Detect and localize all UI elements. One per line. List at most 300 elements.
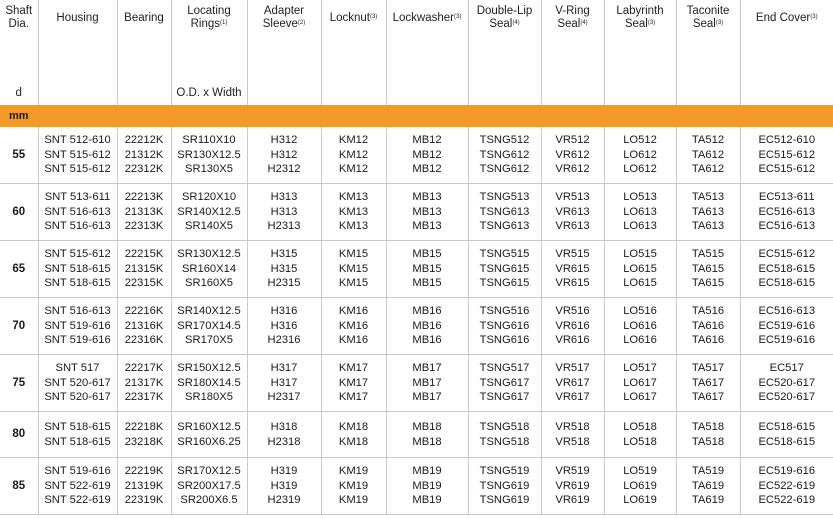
cell-value: SR200X17.5 xyxy=(177,479,241,492)
cell-locating xyxy=(171,458,247,515)
cell-housing xyxy=(38,355,117,412)
col-header-lockwasher: Lockwasher$^{(3)}$ xyxy=(386,0,468,105)
cell-value: EC518-615 xyxy=(758,277,816,290)
cell-value: KM17 xyxy=(338,376,369,389)
cell-value: TA513 xyxy=(691,191,725,204)
cell-doublelip xyxy=(468,412,541,458)
cell-value: TA515 xyxy=(691,248,725,261)
cell-value: KM13 xyxy=(338,220,369,233)
cell-value: EC512-610 xyxy=(758,134,816,147)
cell-vring xyxy=(541,127,604,184)
cell-value: SR160X5 xyxy=(185,277,233,290)
cell-value: TSNG512 xyxy=(479,134,530,147)
cell-lockwasher xyxy=(386,298,468,355)
cell-value: VR616 xyxy=(555,319,590,332)
cell-bearing xyxy=(117,184,171,241)
cell-value: LO617 xyxy=(623,391,657,404)
cell-shaft-dia: 55 xyxy=(0,127,38,184)
cell-value: TA518 xyxy=(691,435,725,448)
cell-value: EC515-612 xyxy=(758,248,816,261)
cell-taconite xyxy=(676,412,740,458)
cell-value: 22212K xyxy=(124,134,164,147)
cell-value: 21319K xyxy=(124,479,164,492)
cell-value: 23218K xyxy=(124,435,164,448)
cell-value: TA617 xyxy=(691,391,725,404)
cell-value: TA613 xyxy=(691,220,725,233)
cell-adapter xyxy=(247,355,321,412)
cell-value: TSNG518 xyxy=(479,421,530,434)
cell-housing xyxy=(38,458,117,515)
cell-value: SNT 520-617 xyxy=(44,391,111,404)
cell-vring xyxy=(541,298,604,355)
cell-value: EC516-613 xyxy=(758,305,816,318)
cell-housing xyxy=(38,127,117,184)
cell-labyrinth xyxy=(604,241,676,298)
cell-value: H2319 xyxy=(267,494,301,507)
cell-value: LO513 xyxy=(623,191,657,204)
cell-labyrinth xyxy=(604,298,676,355)
cell-value: TSNG517 xyxy=(479,362,530,375)
cell-value: KM19 xyxy=(338,465,369,478)
cell-shaft-dia: 60 xyxy=(0,184,38,241)
cell-value: 21312K xyxy=(124,148,164,161)
cell-value: MB17 xyxy=(412,376,442,389)
cell-value: VR515 xyxy=(555,248,590,261)
cell-value: MB15 xyxy=(412,262,442,275)
cell-value: KM13 xyxy=(338,205,369,218)
cell-value: LO615 xyxy=(623,262,657,275)
cell-value: TSNG516 xyxy=(479,305,530,318)
cell-value: H2313 xyxy=(267,220,301,233)
table-row xyxy=(0,412,833,458)
cell-value: MB13 xyxy=(412,205,442,218)
cell-value: H317 xyxy=(270,362,298,375)
cell-bearing xyxy=(117,298,171,355)
cell-locating xyxy=(171,127,247,184)
cell-value: VR518 xyxy=(555,435,590,448)
col-subheader-locating: O.D. x Width xyxy=(176,87,242,99)
cell-value: SNT 518-615 xyxy=(44,435,111,448)
cell-doublelip xyxy=(468,184,541,241)
cell-value: H313 xyxy=(270,205,298,218)
cell-adapter xyxy=(247,184,321,241)
cell-taconite xyxy=(676,127,740,184)
cell-endcover xyxy=(740,184,833,241)
cell-lockwasher xyxy=(386,127,468,184)
cell-value: EC518-615 xyxy=(758,435,816,448)
cell-value: H318 xyxy=(270,421,298,434)
cell-shaft-dia: 80 xyxy=(0,412,38,458)
cell-value: LO518 xyxy=(623,421,657,434)
cell-value: VR617 xyxy=(555,391,590,404)
cell-value: 21317K xyxy=(124,376,164,389)
cell-value: SNT 520-617 xyxy=(44,376,111,389)
cell-value: KM16 xyxy=(338,319,369,332)
cell-value: TA613 xyxy=(691,205,725,218)
cell-value: VR615 xyxy=(555,262,590,275)
cell-value: SR170X12.5 xyxy=(177,465,241,478)
cell-value: KM13 xyxy=(338,191,369,204)
cell-endcover xyxy=(740,241,833,298)
cell-value: LO612 xyxy=(623,163,657,176)
cell-value: SNT 516-613 xyxy=(44,220,111,233)
cell-value: KM17 xyxy=(338,362,369,375)
cell-value: H2317 xyxy=(267,391,301,404)
cell-value: LO615 xyxy=(623,277,657,290)
cell-value: MB12 xyxy=(412,163,442,176)
col-header-locating-rings: Locating Rings$^{(1)}$ O.D. x Width xyxy=(171,0,247,105)
cell-value: SNT 515-612 xyxy=(44,163,111,176)
cell-value: TSNG617 xyxy=(479,391,530,404)
cell-value: VR512 xyxy=(555,134,590,147)
cell-value: 22213K xyxy=(124,191,164,204)
cell-shaft-dia: 70 xyxy=(0,298,38,355)
cell-vring xyxy=(541,458,604,515)
cell-value: VR619 xyxy=(555,494,590,507)
cell-value: KM16 xyxy=(338,334,369,347)
cell-taconite xyxy=(676,241,740,298)
cell-value: SNT 515-612 xyxy=(44,248,111,261)
cell-bearing xyxy=(117,355,171,412)
cell-value: 22317K xyxy=(124,391,164,404)
cell-value: TA512 xyxy=(691,134,725,147)
cell-value: H2318 xyxy=(267,435,301,448)
cell-shaft-dia: 75 xyxy=(0,355,38,412)
cell-value: TSNG615 xyxy=(479,277,530,290)
cell-value: VR612 xyxy=(555,163,590,176)
cell-value: SR140X12.5 xyxy=(177,305,241,318)
table-row xyxy=(0,127,833,184)
cell-value: EC520-617 xyxy=(758,376,816,389)
cell-value: EC517 xyxy=(769,362,804,375)
cell-locknut xyxy=(321,412,386,458)
cell-locknut xyxy=(321,298,386,355)
cell-value: LO519 xyxy=(623,465,657,478)
table-row xyxy=(0,241,833,298)
cell-value: EC519-616 xyxy=(758,465,816,478)
cell-value: SNT 522-619 xyxy=(44,479,111,492)
cell-value: VR516 xyxy=(555,305,590,318)
cell-adapter xyxy=(247,458,321,515)
cell-locating xyxy=(171,355,247,412)
cell-value: MB16 xyxy=(412,319,442,332)
cell-value: H312 xyxy=(270,148,298,161)
cell-value: LO515 xyxy=(623,248,657,261)
cell-labyrinth xyxy=(604,184,676,241)
cell-value: H313 xyxy=(270,191,298,204)
cell-adapter xyxy=(247,298,321,355)
cell-value: TSNG617 xyxy=(479,376,530,389)
cell-bearing xyxy=(117,127,171,184)
cell-value: H2315 xyxy=(267,277,301,290)
cell-value: LO613 xyxy=(623,205,657,218)
cell-endcover xyxy=(740,298,833,355)
cell-value: 22319K xyxy=(124,494,164,507)
cell-housing xyxy=(38,184,117,241)
cell-bearing xyxy=(117,241,171,298)
cell-locating xyxy=(171,412,247,458)
cell-value: TSNG513 xyxy=(479,191,530,204)
cell-value: TSNG619 xyxy=(479,479,530,492)
cell-value: MB13 xyxy=(412,220,442,233)
cell-value: TSNG515 xyxy=(479,248,530,261)
table-body xyxy=(0,127,833,515)
cell-vring xyxy=(541,355,604,412)
cell-shaft-dia: 85 xyxy=(0,458,38,515)
cell-value: 22312K xyxy=(124,163,164,176)
cell-endcover xyxy=(740,355,833,412)
cell-value: 22215K xyxy=(124,248,164,261)
cell-value: SNT 516-613 xyxy=(44,205,111,218)
cell-vring xyxy=(541,241,604,298)
cell-labyrinth xyxy=(604,458,676,515)
cell-value: H315 xyxy=(270,248,298,261)
cell-locating xyxy=(171,298,247,355)
cell-locknut xyxy=(321,127,386,184)
cell-value: SR170X5 xyxy=(185,334,233,347)
cell-value: 21313K xyxy=(124,205,164,218)
cell-value: MB17 xyxy=(412,362,442,375)
cell-value: MB12 xyxy=(412,134,442,147)
cell-value: MB16 xyxy=(412,334,442,347)
cell-lockwasher xyxy=(386,412,468,458)
cell-value: SR160X14 xyxy=(181,262,237,275)
cell-value: EC518-615 xyxy=(758,262,816,275)
cell-taconite xyxy=(676,355,740,412)
col-header-taconite-seal: Taconite Seal$^{(3)}$ xyxy=(676,0,740,105)
cell-value: MB19 xyxy=(412,465,442,478)
cell-labyrinth xyxy=(604,127,676,184)
cell-value: SR180X5 xyxy=(185,391,233,404)
cell-bearing xyxy=(117,458,171,515)
cell-value: VR615 xyxy=(555,277,590,290)
cell-value: H2316 xyxy=(267,334,301,347)
col-header-housing: Housing xyxy=(38,0,117,105)
cell-labyrinth xyxy=(604,355,676,412)
cell-value: VR518 xyxy=(555,421,590,434)
cell-value: KM15 xyxy=(338,277,369,290)
cell-locknut xyxy=(321,184,386,241)
cell-value: EC519-616 xyxy=(758,334,816,347)
cell-housing xyxy=(38,298,117,355)
cell-value: H319 xyxy=(270,465,298,478)
cell-value: 22315K xyxy=(124,277,164,290)
cell-value: LO616 xyxy=(623,334,657,347)
cell-value: TA616 xyxy=(691,334,725,347)
cell-value: SR140X12.5 xyxy=(177,205,241,218)
cell-taconite xyxy=(676,298,740,355)
cell-value: H312 xyxy=(270,134,298,147)
cell-value: VR517 xyxy=(555,362,590,375)
cell-value: VR612 xyxy=(555,148,590,161)
cell-value: TA619 xyxy=(691,494,725,507)
cell-value: MB15 xyxy=(412,277,442,290)
col-header-double-lip-seal: Double-Lip Seal$^{(4)}$ xyxy=(468,0,541,105)
col-header-adapter-sleeve: Adapter Sleeve$^{(2)}$ xyxy=(247,0,321,105)
cell-value: KM15 xyxy=(338,262,369,275)
cell-lockwasher xyxy=(386,184,468,241)
cell-shaft-dia: 65 xyxy=(0,241,38,298)
cell-locknut xyxy=(321,241,386,298)
cell-value: TA518 xyxy=(691,421,725,434)
cell-value: LO516 xyxy=(623,305,657,318)
cell-value: SNT 516-613 xyxy=(44,305,111,318)
cell-value: TSNG619 xyxy=(479,494,530,507)
cell-locating xyxy=(171,241,247,298)
cell-value: KM18 xyxy=(338,421,369,434)
cell-lockwasher xyxy=(386,241,468,298)
cell-value: TSNG519 xyxy=(479,465,530,478)
cell-vring xyxy=(541,184,604,241)
cell-value: 22216K xyxy=(124,305,164,318)
cell-value: TA516 xyxy=(691,305,725,318)
cell-value: TSNG615 xyxy=(479,262,530,275)
cell-value: SNT 513-611 xyxy=(44,191,111,204)
cell-value: KM19 xyxy=(338,494,369,507)
col-header-locknut: Locknut$^{(3)}$ xyxy=(321,0,386,105)
cell-value: VR519 xyxy=(555,465,590,478)
cell-value: SR110X10 xyxy=(182,134,236,147)
cell-value: EC520-617 xyxy=(758,391,816,404)
cell-value: TA616 xyxy=(691,319,725,332)
col-header-v-ring-seal: V-Ring Seal$^{(4)}$ xyxy=(541,0,604,105)
cell-value: LO612 xyxy=(623,148,657,161)
cell-value: VR613 xyxy=(555,205,590,218)
cell-value: TSNG613 xyxy=(479,220,530,233)
col-header-bearing: Bearing xyxy=(117,0,171,105)
col-header-shaft: Shaft Dia. d xyxy=(0,0,38,105)
cell-value: EC516-613 xyxy=(758,205,816,218)
col-subheader-shaft: d xyxy=(15,87,22,99)
cell-housing xyxy=(38,412,117,458)
unit-row xyxy=(0,105,833,127)
cell-value: SR120X10 xyxy=(181,191,237,204)
cell-value: SNT 518-615 xyxy=(44,277,111,290)
cell-value: H317 xyxy=(270,376,298,389)
cell-value: MB13 xyxy=(412,191,442,204)
cell-value: SNT 519-616 xyxy=(44,334,111,347)
cell-bearing xyxy=(117,412,171,458)
cell-value: SNT 518-615 xyxy=(44,262,111,275)
cell-doublelip xyxy=(468,458,541,515)
cell-value: MB19 xyxy=(412,494,442,507)
cell-value: TA615 xyxy=(691,262,725,275)
cell-locknut xyxy=(321,458,386,515)
cell-value: EC515-612 xyxy=(758,148,816,161)
unit-label: mm xyxy=(0,105,38,127)
cell-value: 22316K xyxy=(124,334,164,347)
cell-endcover xyxy=(740,458,833,515)
cell-value: SNT 519-616 xyxy=(44,319,111,332)
cell-value: EC518-615 xyxy=(758,421,816,434)
cell-value: VR619 xyxy=(555,479,590,492)
cell-adapter xyxy=(247,241,321,298)
cell-value: SR130X5 xyxy=(185,163,233,176)
cell-value: KM18 xyxy=(338,435,369,448)
cell-adapter xyxy=(247,412,321,458)
cell-value: SR170X14.5 xyxy=(177,319,241,332)
cell-value: KM12 xyxy=(338,148,369,161)
cell-value: SR160X12.5 xyxy=(177,421,241,434)
cell-value: LO619 xyxy=(623,494,657,507)
cell-value: LO613 xyxy=(623,220,657,233)
cell-value: SR200X6.5 xyxy=(180,494,238,507)
cell-value: EC515-612 xyxy=(758,163,816,176)
cell-value: SR150X12.5 xyxy=(177,362,241,375)
cell-value: 21315K xyxy=(124,262,164,275)
cell-value: SR130X12.5 xyxy=(177,148,241,161)
cell-value: H316 xyxy=(270,305,298,318)
cell-value: TA615 xyxy=(691,277,725,290)
cell-value: TA619 xyxy=(691,479,725,492)
cell-taconite xyxy=(676,184,740,241)
cell-value: 22217K xyxy=(124,362,164,375)
cell-value: SNT 517 xyxy=(55,362,100,375)
cell-value: EC516-613 xyxy=(758,220,816,233)
cell-value: TSNG612 xyxy=(479,163,530,176)
cell-value: H2312 xyxy=(267,163,301,176)
cell-value: H319 xyxy=(270,479,298,492)
cell-locknut xyxy=(321,355,386,412)
table-row xyxy=(0,184,833,241)
cell-value: EC513-611 xyxy=(758,191,815,204)
cell-value: TSNG612 xyxy=(479,148,530,161)
cell-value: SNT 518-615 xyxy=(44,421,111,434)
cell-value: LO617 xyxy=(623,376,657,389)
cell-value: TSNG616 xyxy=(479,319,530,332)
cell-value: TA612 xyxy=(691,148,725,161)
cell-doublelip xyxy=(468,241,541,298)
cell-locating xyxy=(171,184,247,241)
cell-value: VR613 xyxy=(555,220,590,233)
cell-lockwasher xyxy=(386,355,468,412)
cell-lockwasher xyxy=(386,458,468,515)
cell-value: SR160X6.25 xyxy=(177,435,241,448)
cell-value: MB18 xyxy=(412,435,442,448)
cell-doublelip xyxy=(468,127,541,184)
cell-value: MB19 xyxy=(412,479,442,492)
cell-endcover xyxy=(740,127,833,184)
cell-doublelip xyxy=(468,355,541,412)
cell-value: 22219K xyxy=(124,465,164,478)
cell-value: LO518 xyxy=(623,435,657,448)
cell-value: H315 xyxy=(270,262,298,275)
cell-value: VR616 xyxy=(555,334,590,347)
cell-value: SR180X14.5 xyxy=(177,376,241,389)
cell-value: SR140X5 xyxy=(185,220,233,233)
cell-value: MB16 xyxy=(412,305,442,318)
cell-endcover xyxy=(740,412,833,458)
cell-value: MB15 xyxy=(412,248,442,261)
cell-vring xyxy=(541,412,604,458)
table-row xyxy=(0,458,833,515)
cell-value: EC522-619 xyxy=(758,494,816,507)
cell-value: TA612 xyxy=(691,163,725,176)
cell-value: LO619 xyxy=(623,479,657,492)
cell-value: MB18 xyxy=(412,421,442,434)
cell-value: TSNG616 xyxy=(479,334,530,347)
col-header-labyrinth-seal: Labyrinth Seal$^{(3)}$ xyxy=(604,0,676,105)
cell-value: TA519 xyxy=(691,465,725,478)
cell-value: SNT 522-619 xyxy=(44,494,111,507)
cell-value: LO517 xyxy=(623,362,657,375)
cell-value: MB17 xyxy=(412,391,442,404)
cell-value: TSNG518 xyxy=(479,435,530,448)
cell-value: KM17 xyxy=(338,391,369,404)
cell-value: TA617 xyxy=(691,376,725,389)
cell-value: H316 xyxy=(270,319,298,332)
cell-value: VR513 xyxy=(555,191,590,204)
